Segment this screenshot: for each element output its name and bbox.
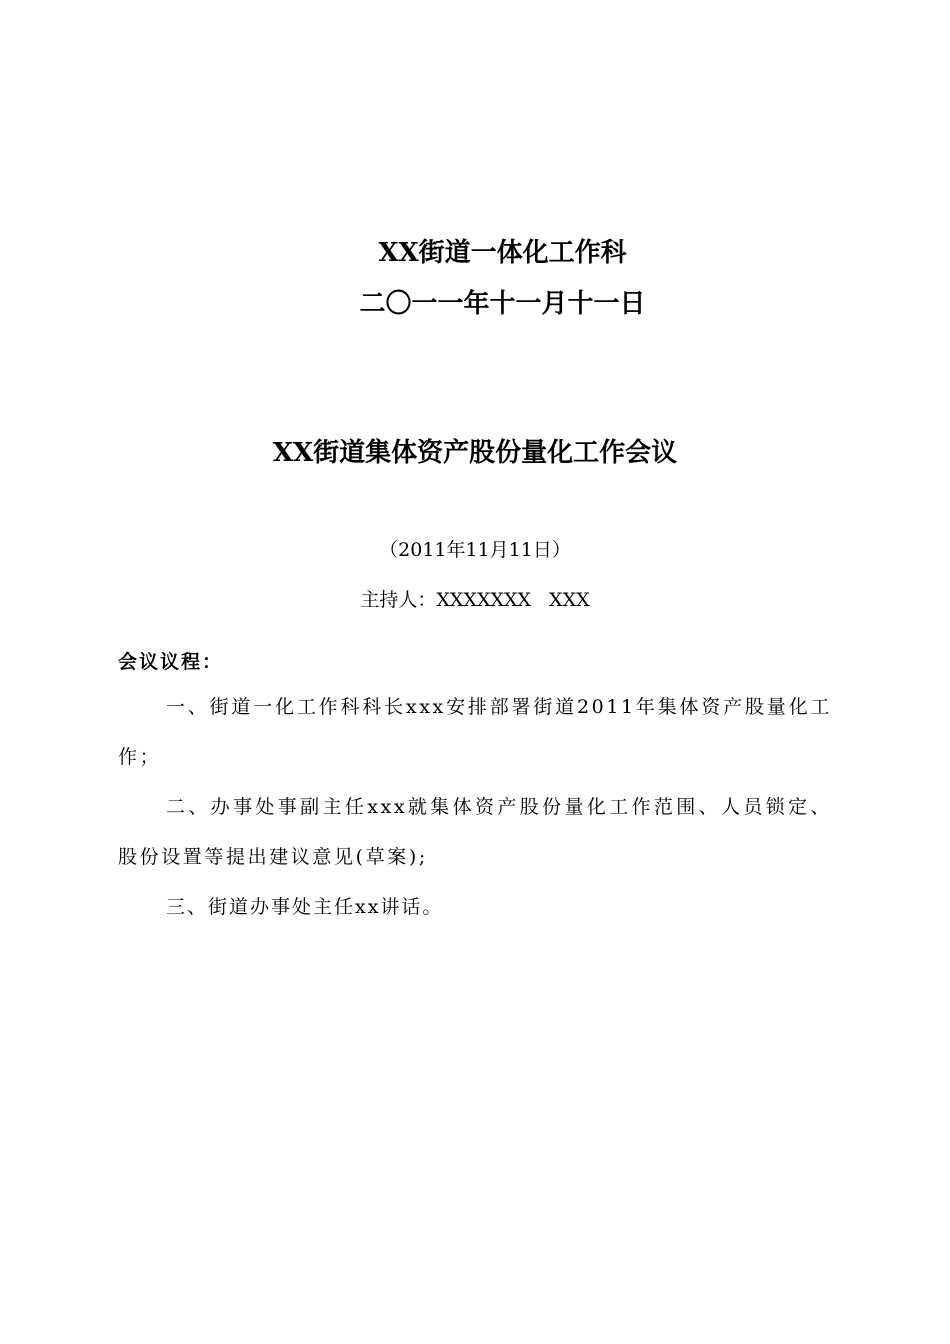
agenda-item: 一、街道一化工作科科长xxx安排部署街道2011年集体资产股量化工作； (118, 696, 832, 768)
issue-date: 二〇一一年十一月十一日 (359, 289, 646, 319)
host-label: 主持人： (360, 589, 437, 611)
agenda-item: 二、办事处事副主任xxx就集体资产股份量化工作范围、人员锁定、股份设置等提出建议意见(草案); (118, 796, 832, 868)
meeting-date: （2011年11月11日） (379, 539, 571, 561)
agenda-list (118, 682, 832, 932)
host-name: XXXXXXX (436, 589, 532, 611)
host-name: XXX (549, 589, 590, 611)
host-line (0, 585, 950, 612)
organization-name: XX街道一体化工作科 (378, 238, 627, 268)
agenda-item: 三、街道办事处主任xx讲话。 (166, 896, 444, 918)
agenda-heading: 会议议程： (118, 651, 224, 673)
meeting-title: XX街道集体资产股份量化工作会议 (272, 438, 678, 468)
